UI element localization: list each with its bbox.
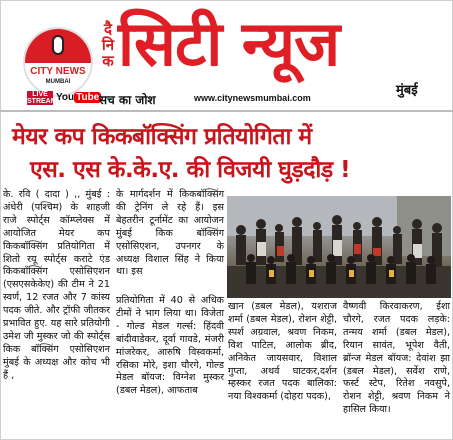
masthead (0, 0, 453, 112)
dainik-char: क (102, 52, 114, 70)
tagline: सच का जोश (99, 93, 156, 107)
logo-line2: MUMBAI (45, 79, 71, 85)
microphone-icon (52, 35, 64, 55)
masthead-divider (0, 110, 453, 112)
logo-line1: CITY NEWS (30, 66, 86, 77)
newspaper-title: सिटी न्यूज (118, 7, 340, 80)
article-column-5: वैष्णवी किरवाकरण, ईशा चौरगे, रजत पदक लड़के: तन्मय शर्मा (डबल मेडल), रियान सावंत, भूपेश वैती, ब्रॉन्ज मेडल बॉयज: देवांश झा (डबल मेडल), सर्वेश राणे, फर्स्ट स्टेप, रितेश नवसुपे, रोशन शेट्टी, श्रवण निकम ने हासिल किया। (343, 301, 450, 416)
article-column-4: खान (डबल मेडल), यशराज शर्मा (डबल मेडल), रोशन शेट्टी, स्पर्श अग्रवाल, श्रवण निकम, विश पाटिल, आलोक ब्रीद, अनिकेत जायसवार, विशाल गुप्ता, अथर्व घाटकर,दर्शन म्हस्कर रजत पदक बालिका: नया विश्वकर्मा (दोहरा पदक), (228, 301, 337, 403)
article-column-3: प्रतियोगिता में 40 से अधिक टीमों ने भाग लिया था। विजेता - गोल्ड मेडल गर्ल्स: हिंदवी बांदीवाडेकर, दूर्वा गावडे, मंजरी मांजरेकर, आरुषि विस्वकर्मा, रसिका मोरे, इशा चौरगे, गोल्ड मेडल बॉयज: विग्नेश मुस्कर (डबल मेडल), आफताब (116, 295, 224, 397)
dainik-char: दै (104, 20, 112, 38)
city-label: मुंबई (396, 83, 418, 98)
youtube-logo (56, 92, 100, 105)
headline-line-2: एस. एस के.के.ए. की विजयी घुड़दौड़ ! (30, 157, 351, 183)
dainik-char: नि (101, 36, 115, 54)
live-label: LIVE (32, 91, 48, 98)
team-photo-illustration (227, 196, 451, 298)
headline-line-1: मेयर कप किकबॉक्सिंग प्रतियोगिता में (12, 124, 312, 150)
youtube-tube: Tube (76, 92, 100, 103)
city-news-logo (23, 27, 93, 97)
live-stream-badge (27, 91, 57, 105)
dainik-vertical (98, 21, 118, 69)
youtube-you: You (56, 92, 75, 103)
stream-label: STREAM (27, 98, 57, 105)
article-column-1: के. रवि ( दादा ) ,, मुंबई : अंधेरी (पश्चिम) के शाहजी राजे स्पोर्ट्स कॉम्प्लेक्स में आयोजित मेयर कप किकबॉक्सिंग प्रतियोगिता में शितो रयू स्पोर्ट्स कराटे एंड किकबॉक्सिंग एसोसिएशन (एसएसकेकेए) की टीम ने 21 स्वर्ण, 12 रजत और 7 कांस्य पदक जीते. और ट्रॉफी जीतकर प्रभावित हुए. यह सारे प्रतियोगी उमेश जी मुस्कर जो की स्पोर्ट्स किक बॉक्सिंग एसोसिएशन मुंबई के अध्यक्ष और कोच भी हैं , (3, 189, 110, 381)
article-column-2: के मार्गदर्शन में किकबॉक्सिंग की ट्रेनिंग ले रहे हैं। इस बेहतरीन टूर्नामेंट का आयोजन मुंबई किक बॉक्सिंग एसोसिएशन, उपनगर के अध्यक्ष विशाल सिंह ने किया था। इस (116, 189, 224, 278)
website-url: www.citynewsmumbai.com (194, 93, 311, 103)
team-group-photo (227, 196, 451, 298)
